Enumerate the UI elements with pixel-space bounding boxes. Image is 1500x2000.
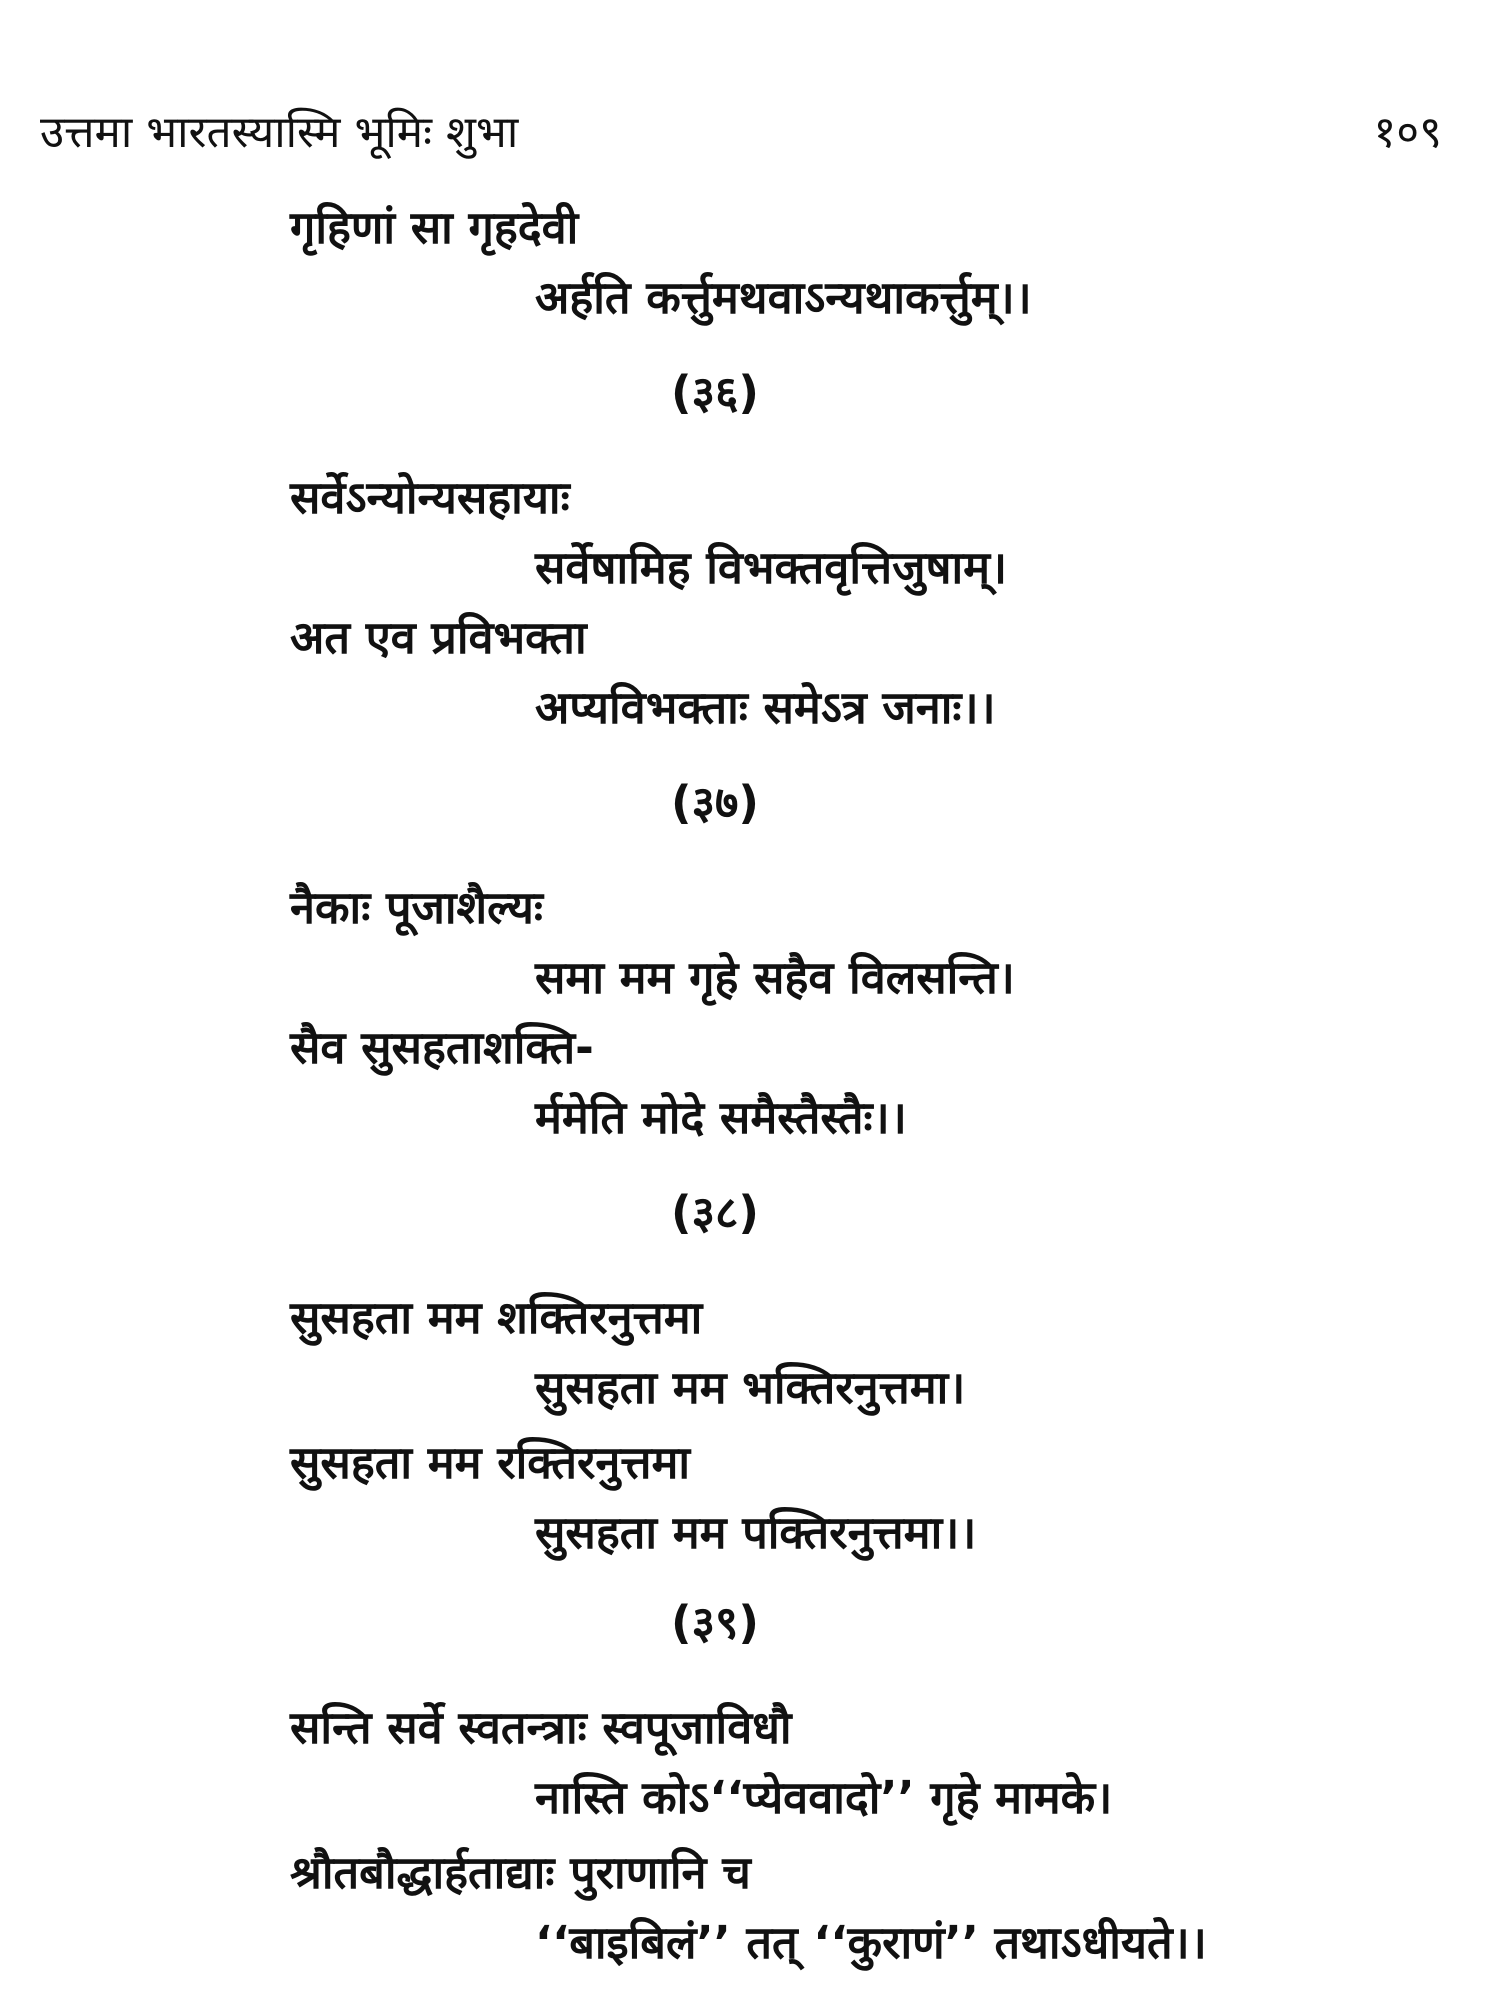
verse-line: र्ममेति मोदे समैस्तैस्तैः।।	[535, 1091, 907, 1144]
verse-line: सर्वेषामिह विभक्तवृत्तिजुषाम्।	[535, 541, 1008, 594]
verse-line: सुसहता मम पक्तिरनुत्तमा।।	[535, 1506, 977, 1559]
verse-line: सर्वेऽन्योन्यसहायाः	[290, 471, 570, 524]
verse-number: (३८)	[671, 1186, 759, 1239]
verse-line: सुसहता मम भक्तिरनुत्तमा।	[535, 1361, 966, 1414]
verse-line: अप्यविभक्ताः समेऽत्र जनाः।।	[535, 681, 996, 734]
verse-line: नास्ति कोऽ‘‘प्येववादो’’ गृहे मामके।	[535, 1771, 1113, 1824]
running-header-title: उत्तमा भारतस्यास्मि भूमिः शुभा	[40, 107, 519, 158]
verse-line: गृहिणां सा गृहदेवी	[290, 201, 579, 254]
verse-line: सन्ति सर्वे स्वतन्त्राः स्वपूजाविधौ	[290, 1701, 792, 1754]
page-number: १०९	[1373, 107, 1442, 158]
verse-line: नैकाः पूजाशैल्यः	[290, 881, 543, 934]
verse-number: (३६)	[671, 366, 759, 419]
verse-number: (३९)	[671, 1596, 759, 1649]
verse-line: समा मम गृहे सहैव विलसन्ति।	[535, 951, 1015, 1004]
verse-line: अर्हति कर्त्तुमथवाऽन्यथाकर्त्तुम्।।	[535, 271, 1032, 324]
verse-line: सुसहता मम शक्तिरनुत्तमा	[290, 1291, 703, 1344]
verse-line: सुसहता मम रक्तिरनुत्तमा	[290, 1436, 691, 1489]
verse-line: श्रौतबौद्धार्हताद्याः पुराणानि च	[290, 1846, 751, 1899]
verse-line: ‘‘बाइबिलं’’ तत् ‘‘कुराणं’’ तथाऽधीयते।।	[535, 1916, 1207, 1969]
verse-number: (३७)	[671, 776, 759, 829]
verse-line: अत एव प्रविभक्ता	[290, 611, 587, 664]
verse-line: सैव सुसहताशक्ति-	[290, 1021, 594, 1074]
